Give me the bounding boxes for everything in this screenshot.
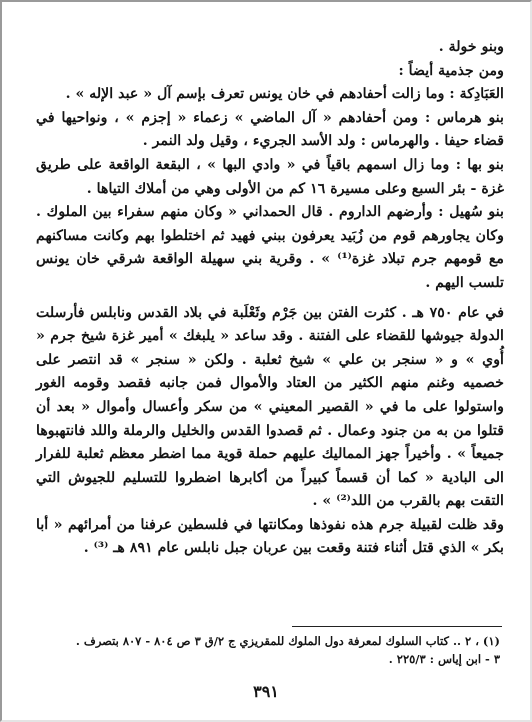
footnote-divider [292,626,502,627]
paragraph-3: العَبَادِكة : وما زالت أحفادهم في خان يونس تعرف بإسم آل « عبد الإله » . [65,86,504,103]
page-number: ٣٩١ [253,682,279,701]
paragraph-4: بنو هرماس : ومن أحفادهم « آل الماضي » زعماء « إجزم » ، ونواحيها في قضاء حيفا . والهرماس : ولد الأسد الجريء ، وقيل ولد النمر . [36,109,504,150]
footnote-2: ٣ - ابن إياس : ٢٢٥/٣ . [388,652,500,666]
footnote-1: (١) ، ٢ .. كتاب السلوك لمعرفة دول الملوك للمقريزي ج ٢/ق ٣ ص ٨٠٤ - ٨٠٧ بتصرف . [75,634,500,648]
footnotes [42,632,500,668]
paragraph-2: ومن جذمية أيضاً : [398,62,504,79]
page-body [36,36,504,561]
paragraph-8: وقد ظلت لقبيلة جرم هذه نفوذها ومكانتها في فلسطين عرفنا من أمرائهم « أبا بكر » الذي قتل أثناء فتنة وقعت بين عربان جبل نابلس عام ٨٩١ هـ ⁽³⁾ . [36,516,504,557]
paragraph-5: بنو بها : وما زال اسمهم باقياً في « وادي البها » ، البقعة الواقعة على طريق غزة - بئر السبع وعلى مسيرة ١٦ كم من الأولى وهي من أملاك التياها . [36,156,504,197]
paragraph-7: في عام ٧٥٠ هـ . كثرت الفتن بين جَرْم وثَعْلَبة في بلاد القدس ونابلس فأرسلت الدولة جيوشها للقضاء على الفتنة . وقد ساعد « يلبغك » أمير غزة شيخ جرم « أُوي » و « سنجر بن علي » شيخ ثعلبة . ولكن « سنجر » قد انتصر على خصميه وغنم منهم الكثير من العتاد والأموال فمن جانبه فقصد وقومه الغور واستولوا على ما في « القصير المعيني » من سكر وأعسال وأموال « بعد أن قتلوا من به من جنود وعمال . ثم قصدوا القدس والخليل والرملة واللد فانتهبوها جميعاً » . وأخيراً جهز المماليك عليهم حملة قوية مما اضطر معظم ثعلبة للفرار الى البادية « كما أن قسماً كبيراً من أكابرها اضطروا للتسليم للجيوش التي التقت بهم بالقرب من اللد⁽²⁾ » . [36,304,504,510]
paragraph-6: بنو سُهيل : وأرضهم الداروم . قال الحمداني « وكان منهم سفراء بين الملوك . وكان يجاورهم قوم من زُبَيد يعرفون ببني فهيد ثم اختلطوا بهم وكانت مساكنهم مع قومهم جرم تبلاد غزة⁽¹⁾ » . وقرية بني سهيلة الواقعة شرقي خان يونس تلسب اليهم . [36,204,504,291]
paragraph-1: وبنو خولة . [438,39,504,55]
